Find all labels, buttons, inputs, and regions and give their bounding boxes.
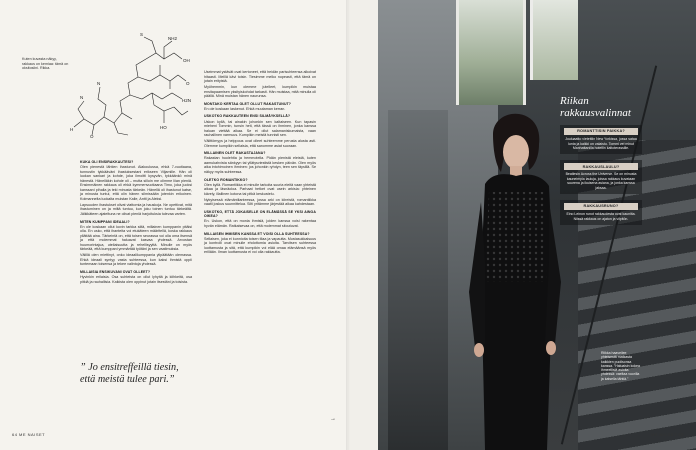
molecule-label: H2N (182, 98, 192, 103)
body-paragraph: En. Uskon, että on monia ihmisiä, joiden kanssa voisi rakentaa hyvän elämän. Ratkaisevaa on, että molemmat sitoutuvat. (204, 219, 316, 228)
sidebar-box-text: Eino Leinon runot rakkaudesta ovat kauniita. Niissä rakkaus on ajaton ja vilpitön. (566, 212, 636, 221)
question-heading: MITEN KUMPPANI IDEAALI? (80, 219, 130, 224)
sidebar-title: Riikan rakkausvalinnat (560, 95, 631, 119)
arrow-right-icon: → (330, 416, 336, 422)
body-paragraph: En ole koskaan ollut kovin tarkka siitä, millainen kumppanin pitäisi olla. En usko, että ihanteita voi etukäteen määritellä, koska rakkaus yllättää aina. Tärkeintä on, että toisen seurassa voi olla oma itsensä ja että molemmat haluavat kasvaa yhdessä. Arvostan huumorintajua, uteliaisuutta ja rehellisyyttä. Minulle on myös tärkeää, että kumppani ymmärtää työtäni ja sen vaatimuksia. (80, 224, 192, 252)
sidebar-box (560, 200, 642, 225)
text-column-2 (204, 70, 316, 256)
sidebar-box-heading: RAKKAUSLAULU? (564, 163, 638, 170)
question-heading: MILLAINEN OLET RAKASTAJANA? (204, 151, 266, 156)
gutter (346, 0, 350, 450)
sidebar-love-choices (560, 96, 642, 231)
photo-window (456, 0, 526, 105)
molecule-label: NH2 (168, 36, 178, 41)
body-paragraph: Myöhemmin, kun olemme jutelleet, kumpikin muistaa ensitapaamisen yksityiskohdat tarkasti. Hän muistaa, mitä minulla oli päällä. Minä muistan hänen naurunsa. (204, 85, 316, 99)
body-paragraph: Uskon kyllä, tai ainakin johonkin sen kaltaiseen. Kun tapasin mieheni Tommin, tunsin heti, että tässä on ihminen, jonka kanssa haluan viettää aikaa. Se ei ollut salamaniskumaista, vaan rauhallinen varmuus. Kumpikin meistä tunnisti sen. (204, 119, 316, 138)
sidebar-box (560, 160, 642, 194)
woman-figure (455, 112, 575, 450)
photo-column (388, 110, 448, 450)
question-heading: USKOTKO, ETTÄ JOKAISELLE ON ELÄMÄSSÄ SE YKSI AINOA OIKEA? (204, 209, 316, 219)
body-paragraph: Olen kyllä. Romantiikka ei minulle tarkoita suuria eleitä vaan yhteistä aikaa ja läsnäoloa. Parhaat hetket ovat usein arkisia: yhteinen kävely, illallinen kotona tai pitkä keskustelu. (204, 182, 316, 196)
body-paragraph: Useimmat ystävät ovat kertoneet, että heidän parisuhteensa alkoivat hitaasti. Meillä kävi toisin. Tiesimme melko nopeasti, että tämä on jotain erityistä. (204, 70, 316, 84)
molecule-caption: Kuten kuvasta näkyy, rakkaus on kemiaa: tämä on oksitosiini. Rikka. (22, 57, 69, 71)
question-heading: OLETKO ROMANTIKKO? (204, 177, 248, 182)
molecule-label: H (70, 127, 74, 132)
text-column-1 (80, 157, 192, 286)
molecule-label: N (97, 81, 101, 86)
question-heading: USKOTKO RAKKAUTEEN ENSI SILMÄYKSELLÄ? (204, 114, 291, 119)
body-paragraph: Välillä olen miettinyt, onko ideaalikumppania ylipäätään olemassa. Ehkä ideaali syntyy vasta suhteessa, kun kaksi ihmistä oppii tuntemaan toisensa ja tekee valintoja yhdessä. (80, 253, 192, 267)
body-paragraph: Lapsuuden ihastukset olivat viattomia ja hauskoja. Ne opettivat, mitä ihastuminen on ja miltä tuntuu, kun joku toinen tuntuu tärkeältä. Jälkikäteen ajateltuna ne olivat pieniä harjoituksia tulevaa varten. (80, 202, 192, 216)
oxytocin-molecule-diagram (64, 27, 194, 139)
woman-figure-svg (455, 112, 575, 450)
molecule-label: O (186, 81, 190, 86)
page-folio-right: ME NAISET 65 (650, 432, 684, 437)
molecule-label: N (80, 95, 84, 100)
body-paragraph: Olen pienestä lähtien ihastunut. Alakoulussa, ehkä 7-vuotiaana, tunnustin tykkääväni ihastuksestani erikseen Viljamille. Hän oli luokan sankari ja kohde, joka ilmoitti kysyvän, tykkäänkö minä hänestä. Hänelläkin kohde oli – mutta silloin me olimme liian pieniä. Ensimmäinen rakkaus oli ehkä kymmenvuotiaana Timo, joka juoksi kanssani pihalla ja teki minusta tärkeän. Hänellä oli ihastunut katse, ja minusta tuntui, että olin hänen silmissään jotenkin erikoinen. Kolmannelta luokalta muistan Kalle, Antti ja Aleksi. (80, 165, 192, 201)
body-paragraph: En ole koskaan laskenut. Ehkä muutaman kerran. (204, 106, 286, 111)
molecule-label: OH (183, 58, 190, 63)
molecule-label: O (90, 134, 94, 139)
molecule-label: S (140, 32, 144, 37)
sidebar-box-heading: ROMANTTISIN PAIKKA? (564, 128, 638, 135)
question-heading: MILLAISEN IHMISEN KANSSA ET VOISI OLLA SUHTEESSA? (204, 231, 310, 236)
sidebar-box-heading: RAKKAUSRUNO? (564, 203, 638, 210)
body-paragraph: Hyvinkin erilaisia. Osa suhteista on ollut lyhyitä ja kiihkeitä, osa pitkiä ja rauhallisia. Kaikista olen oppinut jotain itsestäni ja toisista. (80, 275, 192, 284)
body-paragraph: Sellaisen, joka ei kunnioita toisen tilaa ja vapautta. Mustasukkaisuus ja kontrolli ovat minulle ehdottomia asioita. Tarvitsen suhteessa luottamusta ja sitä, että kumpikin voi elää omaa elämäänsä myös erillään. Ilman luottamusta ei voi olla rakkautta. (204, 236, 316, 255)
question-heading: MILLAISIA ENSIKUVANI OVAT OLLEET? (80, 270, 151, 274)
sidebar-box (560, 125, 642, 154)
question-heading: KUKA OLI ENSIRAKKAUTESI? (80, 160, 134, 164)
photo-caption: Riikka haaveilee yhteisestä matkasta kaikkien puolisonsa kanssa. ”Haluaisin kokea ihmeellisiä asioita yhdessä: vaeltaa vuorilla ja katsella tähtiä.” (601, 351, 640, 381)
page-folio-left: 64 ME NAISET (12, 432, 46, 437)
molecule-svg (64, 27, 194, 139)
body-paragraph: Rakastan huolehtia ja hemmotella. Pidän pienistä eleistä, kuten aamukahvista sänkyyn tai yllätysviestistä kesken päivän. Olen myös aika intohimoinen ihminen: jos johonkin ryhdyn, teen sen täysillä. Se näkyy myös suhteessa. (204, 156, 316, 174)
sidebar-box-text: Jouluaatto vietettiin New Yorkissa, jossa sataa lunta ja kaikki on valaistu. Tommi vei minut Manhattanilla hotellin kattoterassille. (565, 137, 637, 150)
body-paragraph: Nykyisessä elämäntilanteessa, jossa arki on kiireistä, romantiikka vaatii joskus suunnittelua. Silti yritämme järjestää aikaa kahdestaan. (204, 197, 316, 207)
pull-quote: ” Jo ensitreffeillä tiesin, että meistä tulee pari.” (80, 362, 179, 385)
sidebar-box-text: Beatlesin Across the Universe. Se on minusta kauneimpia lauluja, joissa rakkaus kuvataan suurena ja ikuisena asiana, ja jonka kanssa jaksaa. (565, 172, 637, 190)
body-paragraph: Välittömyys ja helppous ovat olleet suhteemme perusta alusta asti. Olemme kumpikin sellaisia, että sanomme asiat suoraan. (204, 139, 316, 148)
question-heading: MONTAKO KERTAA OLET OLLUT RAKASTUNUT? (204, 101, 292, 106)
molecule-label: HO (160, 125, 167, 130)
photo-window (530, 0, 578, 80)
